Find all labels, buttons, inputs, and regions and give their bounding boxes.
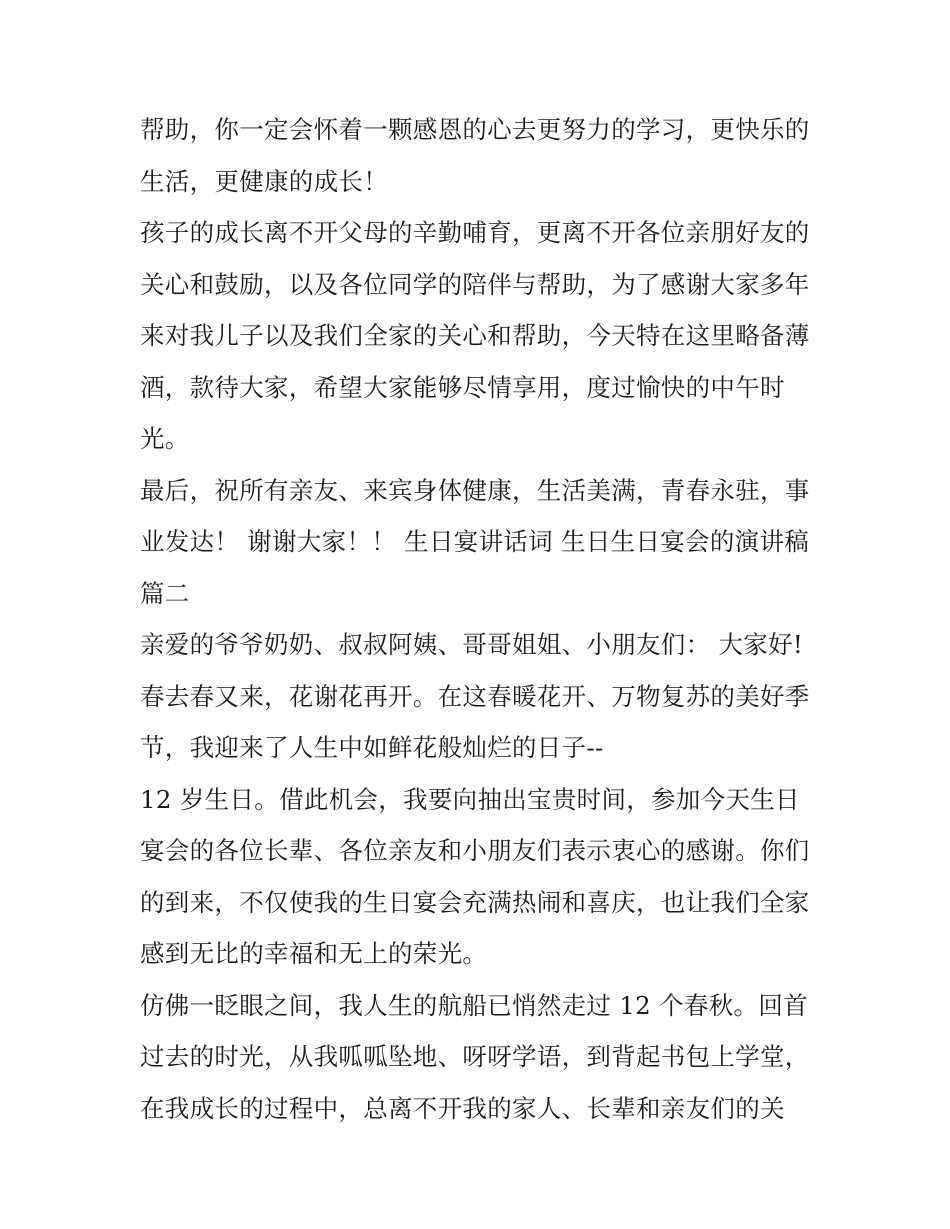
text-line: 孩子的成长离不开父母的辛勤哺育，更离不开各位亲朋好友的 (140, 218, 810, 247)
text-line: 最后，祝所有亲友、来宾身体健康，生活美满，青春永驻，事 (140, 475, 810, 505)
text-line: 感到无比的幸福和无上的荣光。 (140, 939, 488, 968)
text-line: 光。 (140, 424, 190, 453)
text-line: 仿佛一眨眼之间，我人生的航船已悄然走过 12 个春秋。回首 (140, 990, 808, 1020)
text-line: 来对我儿子以及我们全家的关心和帮助，今天特在这里略备薄 (140, 321, 810, 350)
document-body (140, 104, 830, 1134)
text-line: 亲爱的爷爷奶奶、叔叔阿姨、哥哥姐姐、小朋友们： 大家好! (140, 630, 804, 659)
text-line: 节，我迎来了人生中如鲜花般灿烂的日子-- (140, 733, 604, 762)
text-line: 业发达！ 谢谢大家！！ 生日宴讲话词 生日生日宴会的演讲稿 (140, 527, 810, 556)
text-line: 的到来，不仅使我的生日宴会充满热闹和喜庆，也让我们全家 (140, 887, 810, 917)
text-line: 春去春又来，花谢花再开。在这春暖花开、万物复苏的美好季 (140, 681, 810, 711)
text-line: 生活，更健康的成长！ (140, 166, 388, 196)
text-line: 帮助，你一定会怀着一颗感恩的心去更努力的学习，更快乐的 (140, 115, 810, 144)
text-line: 在我成长的过程中，总离不开我的家人、长辈和亲友们的关 (140, 1093, 785, 1123)
text-line: 酒，款待大家，希望大家能够尽情享用，度过愉快的中午时 (140, 372, 785, 402)
text-line: 12 岁生日。借此机会，我要向抽出宝贵时间，参加今天生日 (140, 784, 800, 814)
text-line: 宴会的各位长辈、各位亲友和小朋友们表示衷心的感谢。你们 (140, 836, 810, 865)
text-line: 关心和鼓励，以及各位同学的陪伴与帮助，为了感谢大家多年 (140, 269, 810, 299)
text-line: 过去的时光，从我呱呱坠地、呀呀学语，到背起书包上学堂， (140, 1042, 810, 1071)
text-line: 篇二 (140, 578, 190, 608)
